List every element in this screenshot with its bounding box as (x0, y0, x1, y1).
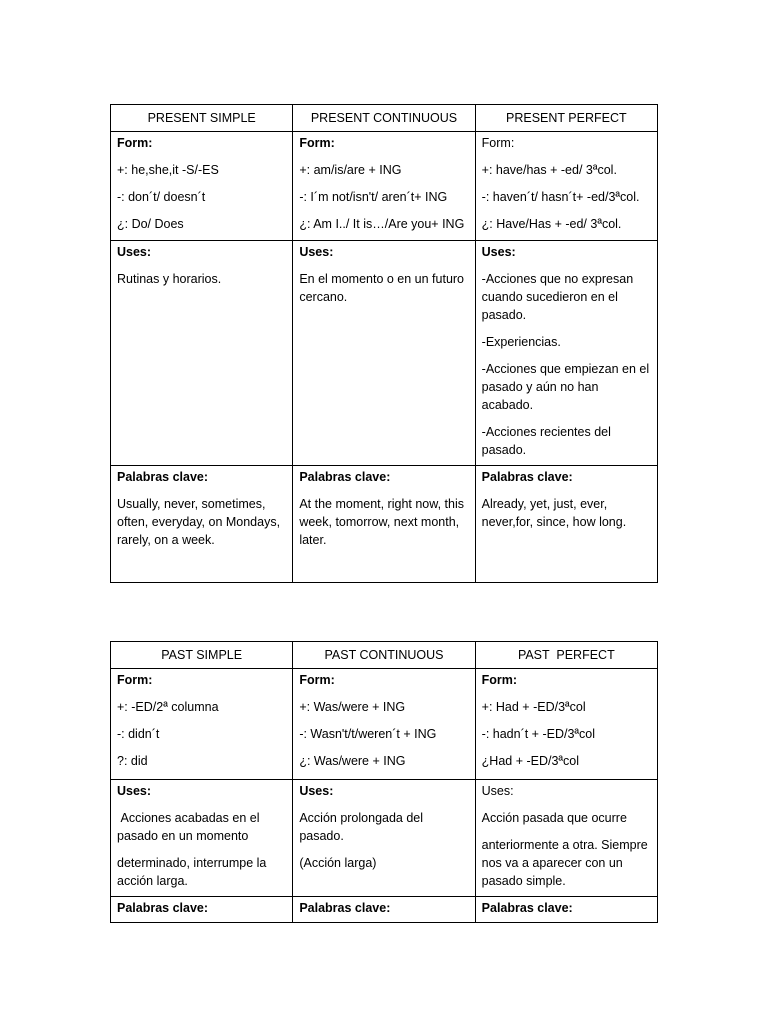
header-present-continuous: PRESENT CONTINUOUS (293, 105, 475, 132)
keywords-line: Usually, never, sometimes, often, everyday, on Mondays, rarely, on a week. (117, 497, 281, 547)
cell-title: Form: (481, 673, 518, 687)
form-line: +: he,she,it -S/-ES (117, 163, 219, 177)
form-line: ¿Had + -ED/3ªcol (481, 754, 580, 768)
uses-line: Acción pasada que ocurre (481, 811, 627, 825)
form-line: +: am/is/are + ING (299, 163, 402, 177)
past-continuous-form-cell (293, 669, 475, 780)
past-tenses-table (110, 641, 658, 923)
form-line: +: -ED/2ª columna (117, 700, 219, 714)
past-simple-keywords-cell (111, 897, 293, 923)
table-header-row (111, 105, 658, 132)
uses-line: Acción prolongada del pasado. (299, 811, 424, 843)
cell-title: Form: (299, 136, 335, 150)
cell-title: Palabras clave: (117, 470, 209, 484)
uses-line: Rutinas y horarios. (117, 272, 222, 286)
present-perfect-uses-cell (475, 241, 657, 466)
past-continuous-uses-cell (293, 780, 475, 897)
form-line: -: didn´t (117, 727, 160, 741)
keywords-line: At the moment, right now, this week, tomorrow, next month, later. (299, 497, 464, 547)
cell-title: Uses: (481, 245, 516, 259)
header-past-continuous: PAST CONTINUOUS (293, 642, 475, 669)
present-perfect-form-cell (475, 132, 657, 241)
form-line: ¿: Do/ Does (117, 217, 184, 231)
form-line: -: don´t/ doesn´t (117, 190, 206, 204)
cell-title: Palabras clave: (481, 470, 573, 484)
present-continuous-form-cell (293, 132, 475, 241)
uses-line: -Acciones que no expresan cuando sucedieron en el pasado. (481, 272, 634, 322)
present-tenses-table (110, 104, 658, 583)
cell-title: Uses: (299, 245, 334, 259)
form-line: ¿: Was/were + ING (299, 754, 406, 768)
cell-title: Palabras clave: (299, 470, 391, 484)
form-line: +: Was/were + ING (299, 700, 406, 714)
header-present-perfect: PRESENT PERFECT (475, 105, 657, 132)
uses-line: -Acciones que empiezan en el pasado y aún no han acabado. (481, 362, 650, 412)
past-perfect-keywords-cell (475, 897, 657, 923)
past-perfect-form-cell (475, 669, 657, 780)
uses-line: anteriormente a otra. Siempre nos va a aparecer con un pasado simple. (481, 838, 648, 888)
header-past-perfect: PAST PERFECT (475, 642, 657, 669)
uses-line: -Acciones recientes del pasado. (481, 425, 611, 457)
uses-line: (Acción larga) (299, 856, 377, 870)
form-line: -: I´m not/isn't/ aren´t+ ING (299, 190, 448, 204)
cell-title: Uses: (117, 784, 152, 798)
present-continuous-uses-cell (293, 241, 475, 466)
present-simple-keywords-cell (111, 466, 293, 583)
cell-title: Form: (299, 673, 335, 687)
cell-title: Uses: (299, 784, 334, 798)
present-continuous-keywords-cell (293, 466, 475, 583)
past-perfect-uses-cell (475, 780, 657, 897)
cell-title: Form: (481, 136, 515, 150)
cell-title: Form: (117, 673, 153, 687)
cell-title: Uses: (117, 245, 152, 259)
uses-line: -Experiencias. (481, 335, 561, 349)
uses-row (111, 241, 658, 466)
uses-line: Acciones acabadas en el pasado en un momento (117, 811, 263, 843)
table-header-row (111, 642, 658, 669)
header-present-simple: PRESENT SIMPLE (111, 105, 293, 132)
form-line: ¿: Have/Has + -ed/ 3ªcol. (481, 217, 622, 231)
form-row (111, 132, 658, 241)
uses-line: determinado, interrumpe la acción larga. (117, 856, 267, 888)
form-line: -: Wasn't/t/weren´t + ING (299, 727, 437, 741)
past-simple-uses-cell (111, 780, 293, 897)
uses-row (111, 780, 658, 897)
present-simple-uses-cell (111, 241, 293, 466)
form-line: ?: did (117, 754, 148, 768)
cell-title: Form: (117, 136, 153, 150)
cell-title: Uses: (481, 784, 514, 798)
present-perfect-keywords-cell (475, 466, 657, 583)
keywords-line: Already, yet, just, ever, never,for, since, how long. (481, 497, 627, 529)
header-past-simple: PAST SIMPLE (111, 642, 293, 669)
keywords-row (111, 897, 658, 923)
past-simple-form-cell (111, 669, 293, 780)
form-line: +: Had + -ED/3ªcol (481, 700, 586, 714)
form-line: -: hadn´t + -ED/3ªcol (481, 727, 596, 741)
form-line: -: haven´t/ hasn´t+ -ed/3ªcol. (481, 190, 640, 204)
cell-title: Palabras clave: (299, 901, 391, 915)
form-line: ¿: Am I../ It is…/Are you+ ING (299, 217, 465, 231)
past-continuous-keywords-cell (293, 897, 475, 923)
present-simple-form-cell (111, 132, 293, 241)
cell-title: Palabras clave: (481, 901, 573, 915)
keywords-row (111, 466, 658, 583)
form-line: +: have/has + -ed/ 3ªcol. (481, 163, 617, 177)
cell-title: Palabras clave: (117, 901, 209, 915)
form-row (111, 669, 658, 780)
uses-line: En el momento o en un futuro cercano. (299, 272, 465, 304)
